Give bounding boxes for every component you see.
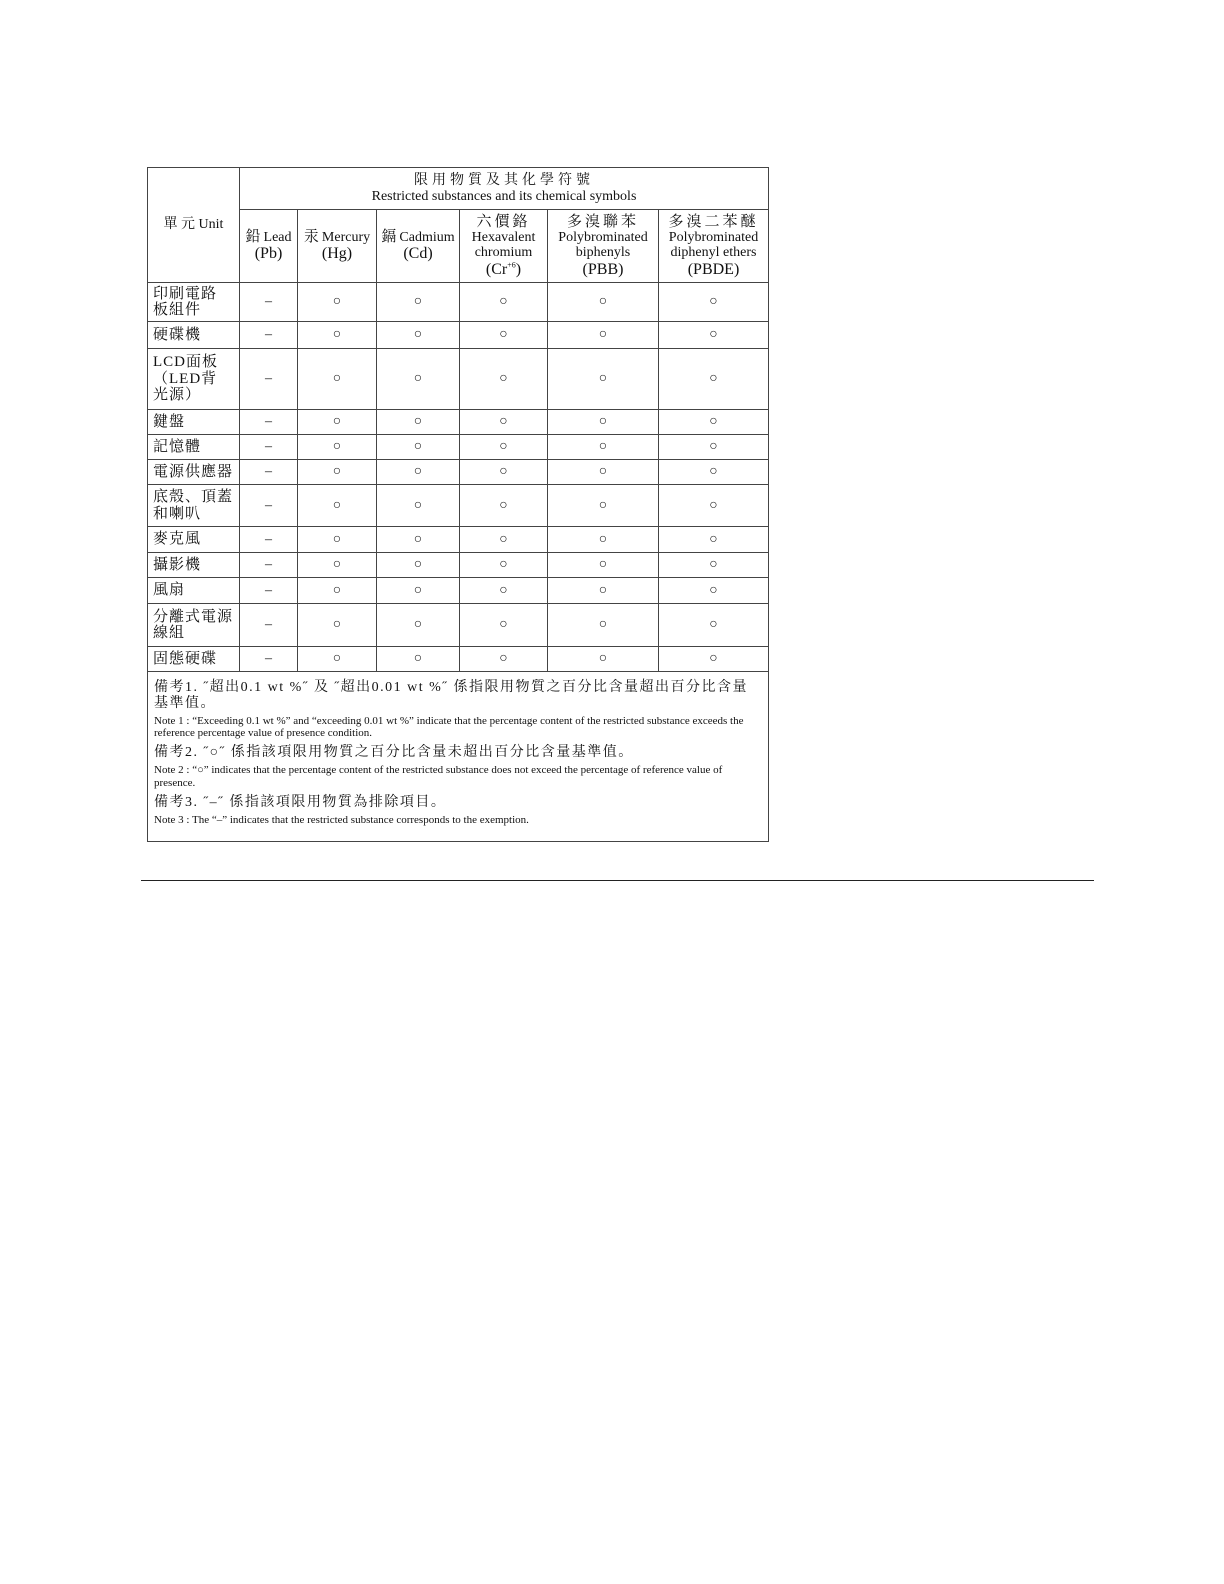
part-name: [148, 410, 240, 435]
table-row: [148, 485, 769, 527]
compliant-mark: ○: [659, 410, 769, 435]
part-name-line: LCD面板: [153, 354, 219, 371]
part-name-line: 硬碟機: [153, 326, 202, 343]
parts-rows: [148, 283, 769, 672]
notes-section: [148, 672, 769, 842]
compliant-mark: ○: [298, 553, 377, 578]
compliant-mark: ○: [659, 460, 769, 485]
part-name: [148, 647, 240, 672]
part-name-line: 鍵盤: [153, 413, 186, 430]
compliant-mark: ○: [548, 283, 659, 322]
note-1-en: Note 1 : “Exceeding 0.1 wt %” and “exceeding 0.01 wt %” indicate that the percentage content of the restricted substance exceeds the reference percentage value of presence condition.: [154, 715, 744, 740]
compliant-mark: ○: [298, 435, 377, 460]
part-name-line: 風扇: [153, 582, 186, 599]
exemption-mark: –: [240, 553, 298, 578]
compliant-mark: ○: [548, 527, 659, 553]
part-name-line: 板組件: [153, 302, 202, 318]
compliant-mark: ○: [377, 578, 460, 604]
compliant-mark: ○: [659, 349, 769, 410]
exemption-mark: –: [240, 410, 298, 435]
compliant-mark: ○: [659, 435, 769, 460]
exemption-mark: –: [240, 283, 298, 322]
compliant-mark: ○: [659, 485, 769, 527]
part-name-line: 底殼、頂蓋: [153, 489, 234, 505]
part-name-line: 攝影機: [153, 556, 202, 573]
compliant-mark: ○: [548, 435, 659, 460]
compliant-mark: ○: [548, 322, 659, 349]
exemption-mark: –: [240, 604, 298, 647]
compliant-mark: ○: [298, 283, 377, 322]
substance-header-lead: 鉛Lead (Pb): [240, 210, 298, 283]
compliant-mark: ○: [298, 527, 377, 553]
compliant-mark: ○: [548, 485, 659, 527]
compliant-mark: ○: [298, 604, 377, 647]
compliant-mark: ○: [460, 349, 548, 410]
compliant-mark: ○: [377, 460, 460, 485]
compliant-mark: ○: [548, 460, 659, 485]
compliant-mark: ○: [460, 410, 548, 435]
part-name-line: 光源）: [153, 387, 202, 404]
part-name-line: 線組: [153, 625, 186, 641]
part-name-line: （LED背: [153, 370, 218, 387]
substance-header-pbde: 多溴二苯醚 Polybrominated diphenyl ethers (PBDE): [659, 210, 769, 283]
compliant-mark: ○: [460, 485, 548, 527]
compliant-mark: ○: [460, 553, 548, 578]
exemption-mark: –: [240, 349, 298, 410]
note-2-zh: 備考2. ˝○˝ 係指該項限用物質之百分比含量未超出百分比含量基準值。: [154, 745, 634, 761]
compliant-mark: ○: [377, 410, 460, 435]
compliant-mark: ○: [659, 578, 769, 604]
part-name: [148, 460, 240, 485]
note-3-en: Note 3 : The “–” indicates that the restricted substance corresponds to the exemption.: [154, 813, 529, 826]
compliant-mark: ○: [377, 283, 460, 322]
substance-header-hexavalent-chromium: 六價鉻 Hexavalent chromium $(Cr^{+6})$: [460, 210, 548, 283]
part-name: [148, 553, 240, 578]
horizontal-rule: [141, 880, 1094, 881]
exemption-mark: –: [240, 485, 298, 527]
compliant-mark: ○: [377, 604, 460, 647]
restricted-substances-table: [147, 167, 769, 842]
compliant-mark: ○: [659, 283, 769, 322]
compliant-mark: ○: [460, 604, 548, 647]
exemption-mark: –: [240, 578, 298, 604]
table-row: [148, 460, 769, 485]
table-row: [148, 647, 769, 672]
table-row: [148, 553, 769, 578]
part-name-line: 和喇叭: [153, 505, 202, 522]
compliant-mark: ○: [298, 578, 377, 604]
compliant-mark: ○: [460, 435, 548, 460]
compliant-mark: ○: [377, 485, 460, 527]
compliant-mark: ○: [377, 322, 460, 349]
compliant-mark: ○: [298, 485, 377, 527]
compliant-mark: ○: [548, 604, 659, 647]
part-name-line: 記憶體: [153, 438, 202, 455]
table-row: [148, 578, 769, 604]
compliant-mark: ○: [548, 578, 659, 604]
compliant-mark: ○: [460, 322, 548, 349]
compliant-mark: ○: [377, 527, 460, 553]
compliant-mark: ○: [460, 527, 548, 553]
compliant-mark: ○: [460, 647, 548, 672]
compliant-mark: ○: [298, 349, 377, 410]
compliant-mark: ○: [460, 460, 548, 485]
compliant-mark: ○: [548, 349, 659, 410]
compliant-mark: ○: [659, 527, 769, 553]
compliant-mark: ○: [460, 578, 548, 604]
compliant-mark: ○: [377, 435, 460, 460]
table-row: [148, 435, 769, 460]
compliant-mark: ○: [298, 647, 377, 672]
part-name: [148, 435, 240, 460]
compliant-mark: ○: [298, 410, 377, 435]
compliant-mark: ○: [460, 283, 548, 322]
exemption-mark: –: [240, 435, 298, 460]
substance-header-cadmium: 鎘Cadmium (Cd): [377, 210, 460, 283]
note-3-zh: 備考3. ˝–˝ 係指該項限用物質為排除項目。: [154, 794, 447, 810]
exemption-mark: –: [240, 647, 298, 672]
compliant-mark: ○: [659, 647, 769, 672]
note-1-zh: 備考1. ˝超出0.1 wt %˝ 及 ˝超出0.01 wt %˝ 係指限用物質之百分比含量超出百分比含量基準值。: [154, 680, 748, 712]
table-row: [148, 283, 769, 322]
restricted-title-en: Restricted substances and its chemical symbols: [371, 188, 637, 204]
part-name: [148, 604, 240, 647]
compliant-mark: ○: [548, 647, 659, 672]
table-row: [148, 604, 769, 647]
compliant-mark: ○: [377, 647, 460, 672]
compliant-mark: ○: [298, 460, 377, 485]
unit-header: 單 元 Unit: [148, 168, 240, 283]
compliant-mark: ○: [377, 553, 460, 578]
substance-header-pbb: 多溴聯苯 Polybrominated biphenyls (PBB): [548, 210, 659, 283]
compliant-mark: ○: [659, 553, 769, 578]
exemption-mark: –: [240, 527, 298, 553]
table-row: [148, 410, 769, 435]
compliant-mark: ○: [548, 553, 659, 578]
part-name: [148, 578, 240, 604]
exemption-mark: –: [240, 460, 298, 485]
restricted-substances-header: [240, 168, 769, 210]
part-name-line: 麥克風: [153, 531, 202, 548]
compliant-mark: ○: [377, 349, 460, 410]
part-name: [148, 527, 240, 553]
compliant-mark: ○: [659, 604, 769, 647]
compliant-mark: ○: [659, 322, 769, 349]
part-name-line: 印刷電路: [153, 285, 218, 302]
table-row: [148, 322, 769, 349]
part-name: [148, 349, 240, 410]
part-name: [148, 485, 240, 527]
compliant-mark: ○: [548, 410, 659, 435]
part-name-line: 電源供應器: [153, 463, 234, 480]
note-2-en: Note 2 : “○” indicates that the percentage content of the restricted substance does not exceed the percentage of reference value of presence.: [154, 764, 723, 789]
compliant-mark: ○: [298, 322, 377, 349]
table-row: [148, 527, 769, 553]
part-name: [148, 283, 240, 322]
table-row: [148, 349, 769, 410]
exemption-mark: –: [240, 322, 298, 349]
part-name: [148, 322, 240, 349]
substance-header-mercury: 汞Mercury (Hg): [298, 210, 377, 283]
restricted-title-zh: 限用物質及其化學符號: [414, 173, 594, 189]
part-name-line: 固態硬碟: [153, 650, 218, 667]
part-name-line: 分離式電源: [153, 608, 234, 625]
